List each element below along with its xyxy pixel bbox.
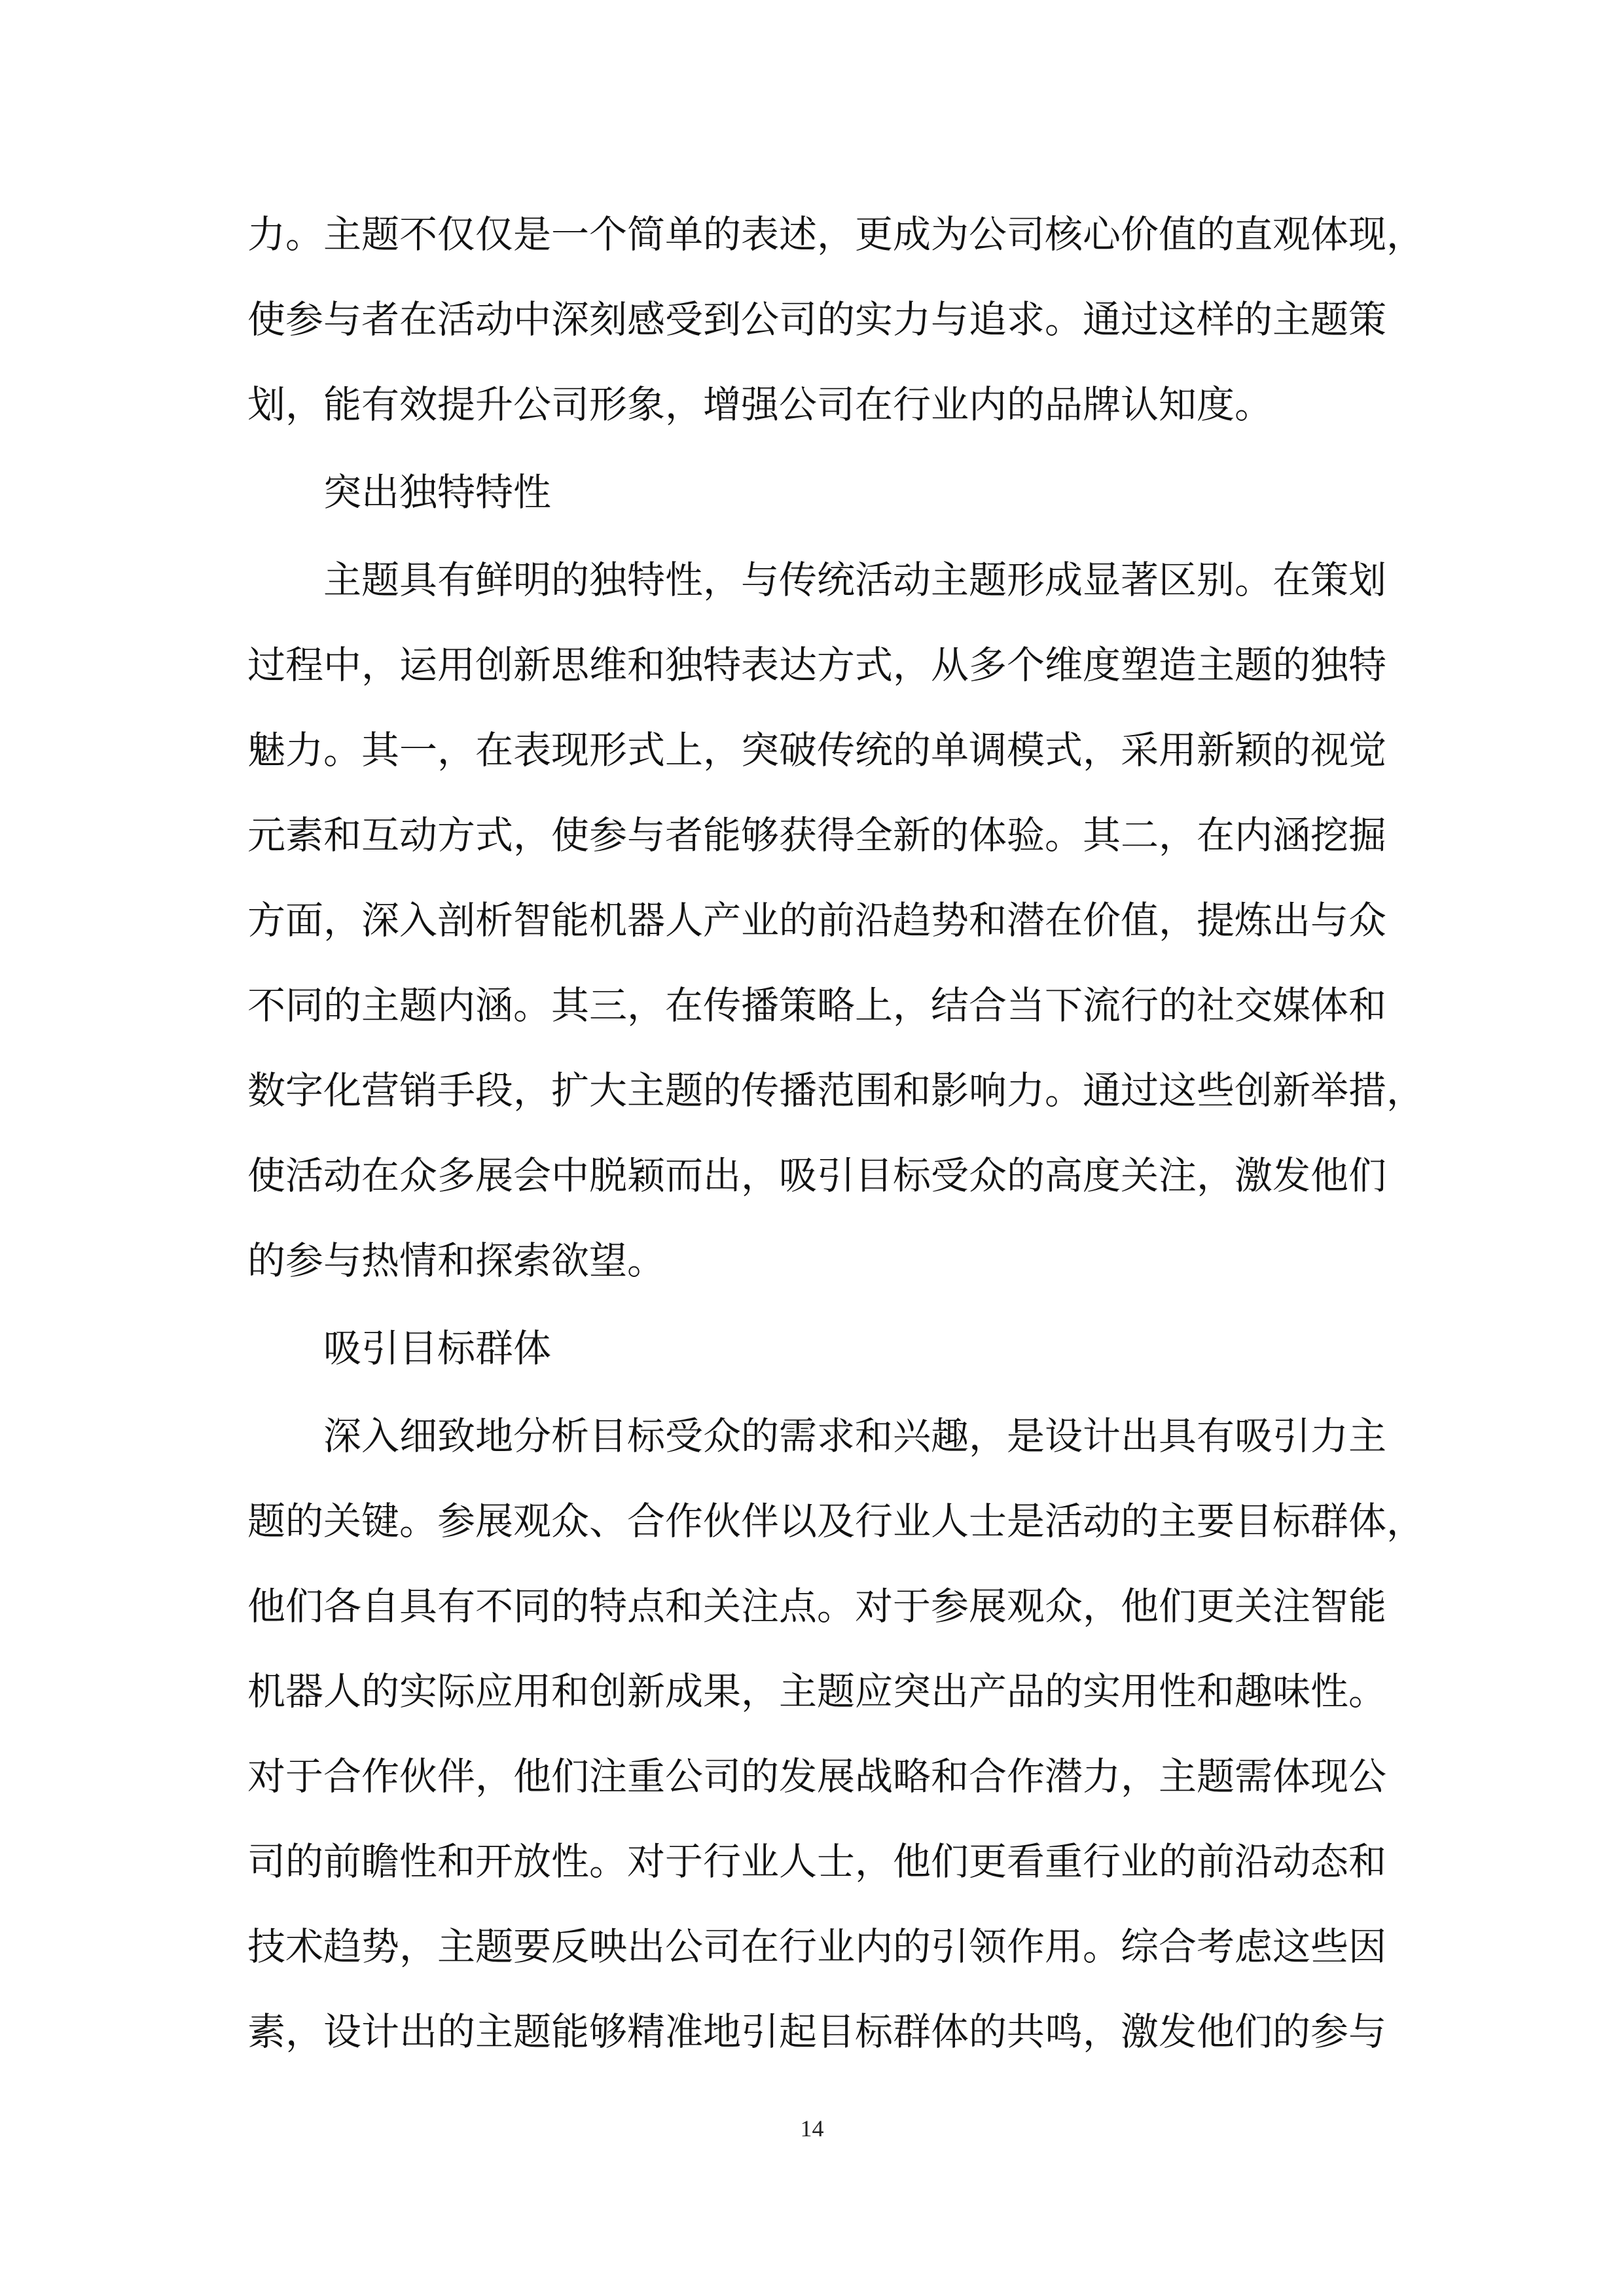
paragraph-line: 魅力。其一，在表现形式上，突破传统的单调模式，采用新颖的视觉 xyxy=(247,728,1387,772)
section-heading-target-groups: 吸引目标群体 xyxy=(323,1326,552,1371)
paragraph-line: 划，能有效提升公司形象，增强公司在行业内的品牌认知度。 xyxy=(247,382,1273,427)
paragraph-line: 机器人的实际应用和创新成果，主题应突出产品的实用性和趣味性。 xyxy=(247,1669,1387,1713)
paragraph-line: 使参与者在活动中深刻感受到公司的实力与追求。通过这样的主题策 xyxy=(247,297,1387,342)
paragraph-line: 使活动在众多展会中脱颖而出，吸引目标受众的高度关注，激发他们 xyxy=(247,1153,1387,1198)
paragraph-line: 他们各自具有不同的特点和关注点。对于参展观众，他们更关注智能 xyxy=(247,1584,1387,1628)
paragraph-line: 主题具有鲜明的独特性，与传统活动主题形成显著区别。在策划 xyxy=(323,558,1387,602)
paragraph-line: 不同的主题内涵。其三，在传播策略上，结合当下流行的社交媒体和 xyxy=(247,983,1387,1028)
paragraph-line: 司的前瞻性和开放性。对于行业人士，他们更看重行业的前沿动态和 xyxy=(247,1839,1387,1884)
paragraph-line: 力。主题不仅仅是一个简单的表述，更成为公司核心价值的直观体现， xyxy=(247,212,1425,257)
paragraph-line: 对于合作伙伴，他们注重公司的发展战略和合作潜力，主题需体现公 xyxy=(247,1754,1387,1799)
section-heading-unique-features: 突出独特特性 xyxy=(323,470,552,514)
paragraph-line: 深入细致地分析目标受众的需求和兴趣，是设计出具有吸引力主 xyxy=(323,1414,1387,1458)
paragraph-line: 过程中，运用创新思维和独特表达方式，从多个维度塑造主题的独特 xyxy=(247,643,1387,687)
paragraph-line: 元素和互动方式，使参与者能够获得全新的体验。其二，在内涵挖掘 xyxy=(247,813,1387,857)
paragraph-line: 数字化营销手段，扩大主题的传播范围和影响力。通过这些创新举措， xyxy=(247,1068,1425,1113)
page-number: 14 xyxy=(800,2115,824,2142)
paragraph-line: 方面，深入剖析智能机器人产业的前沿趋势和潜在价值，提炼出与众 xyxy=(247,898,1387,942)
paragraph-line: 题的关键。参展观众、合作伙伴以及行业人士是活动的主要目标群体， xyxy=(247,1499,1425,1543)
paragraph-line: 素，设计出的主题能够精准地引起目标群体的共鸣，激发他们的参与 xyxy=(247,2009,1387,2054)
paragraph-line: 的参与热情和探索欲望。 xyxy=(247,1238,666,1283)
paragraph-line: 技术趋势，主题要反映出公司在行业内的引领作用。综合考虑这些因 xyxy=(247,1924,1387,1969)
